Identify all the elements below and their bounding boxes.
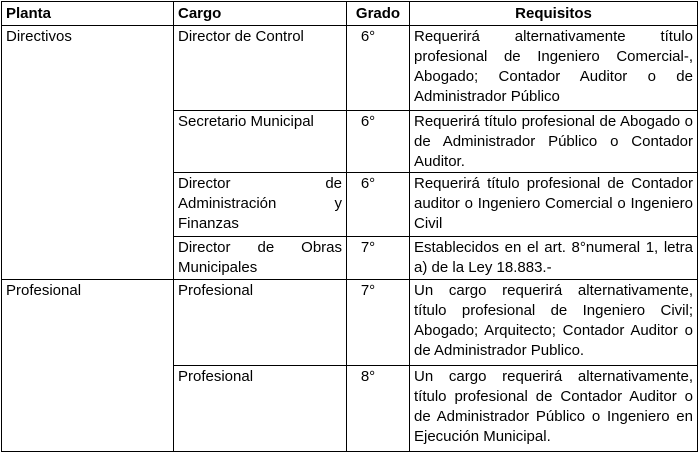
header-grado: Grado	[347, 2, 410, 26]
table-row	[2, 280, 698, 366]
requisitos-cell: Requerirá título profesional de Contador auditor o Ingeniero Comercial o Ingeniero Civil	[410, 173, 698, 237]
cargo-cell: Secretario Municipal	[174, 111, 347, 173]
cargo-cell: Director de Control	[174, 26, 347, 111]
requirements-table	[1, 1, 698, 452]
table-row	[2, 26, 698, 111]
grado-cell: 6°	[347, 173, 410, 237]
cargo-cell: Profesional	[174, 280, 347, 366]
cargo-cell: Director de Administración y Finanzas	[174, 173, 347, 237]
header-cargo: Cargo	[174, 2, 347, 26]
planta-cell: Directivos	[2, 26, 174, 280]
requisitos-cell: Un cargo requerirá alternativamente, título profesional de Ingeniero Civil; Abogado; Arquitecto; Contador Auditor o de Administrador Publico.	[410, 280, 698, 366]
header-planta: Planta	[2, 2, 174, 26]
cargo-cell: Director de Obras Municipales	[174, 237, 347, 280]
planta-cell: Profesional	[2, 280, 174, 452]
requisitos-cell: Requerirá alternativamente título profesional de Ingeniero Comercial-, Abogado; Contador Auditor o de Administrador Público	[410, 26, 698, 111]
grado-cell: 8°	[347, 366, 410, 452]
grado-cell: 7°	[347, 280, 410, 366]
grado-cell: 7°	[347, 237, 410, 280]
requisitos-cell: Establecidos en el art. 8°numeral 1, letra a) de la Ley 18.883.-	[410, 237, 698, 280]
header-requisitos: Requisitos	[410, 2, 698, 26]
requisitos-cell: Requerirá título profesional de Abogado o de Administrador Público o Contador Auditor.	[410, 111, 698, 173]
grado-cell: 6°	[347, 111, 410, 173]
cargo-cell: Profesional	[174, 366, 347, 452]
grado-cell: 6°	[347, 26, 410, 111]
requisitos-cell: Un cargo requerirá alternativamente, título profesional de Contador Auditor o de Administrador Público o Ingeniero en Ejecución Municipal.	[410, 366, 698, 452]
header-row	[2, 2, 698, 26]
